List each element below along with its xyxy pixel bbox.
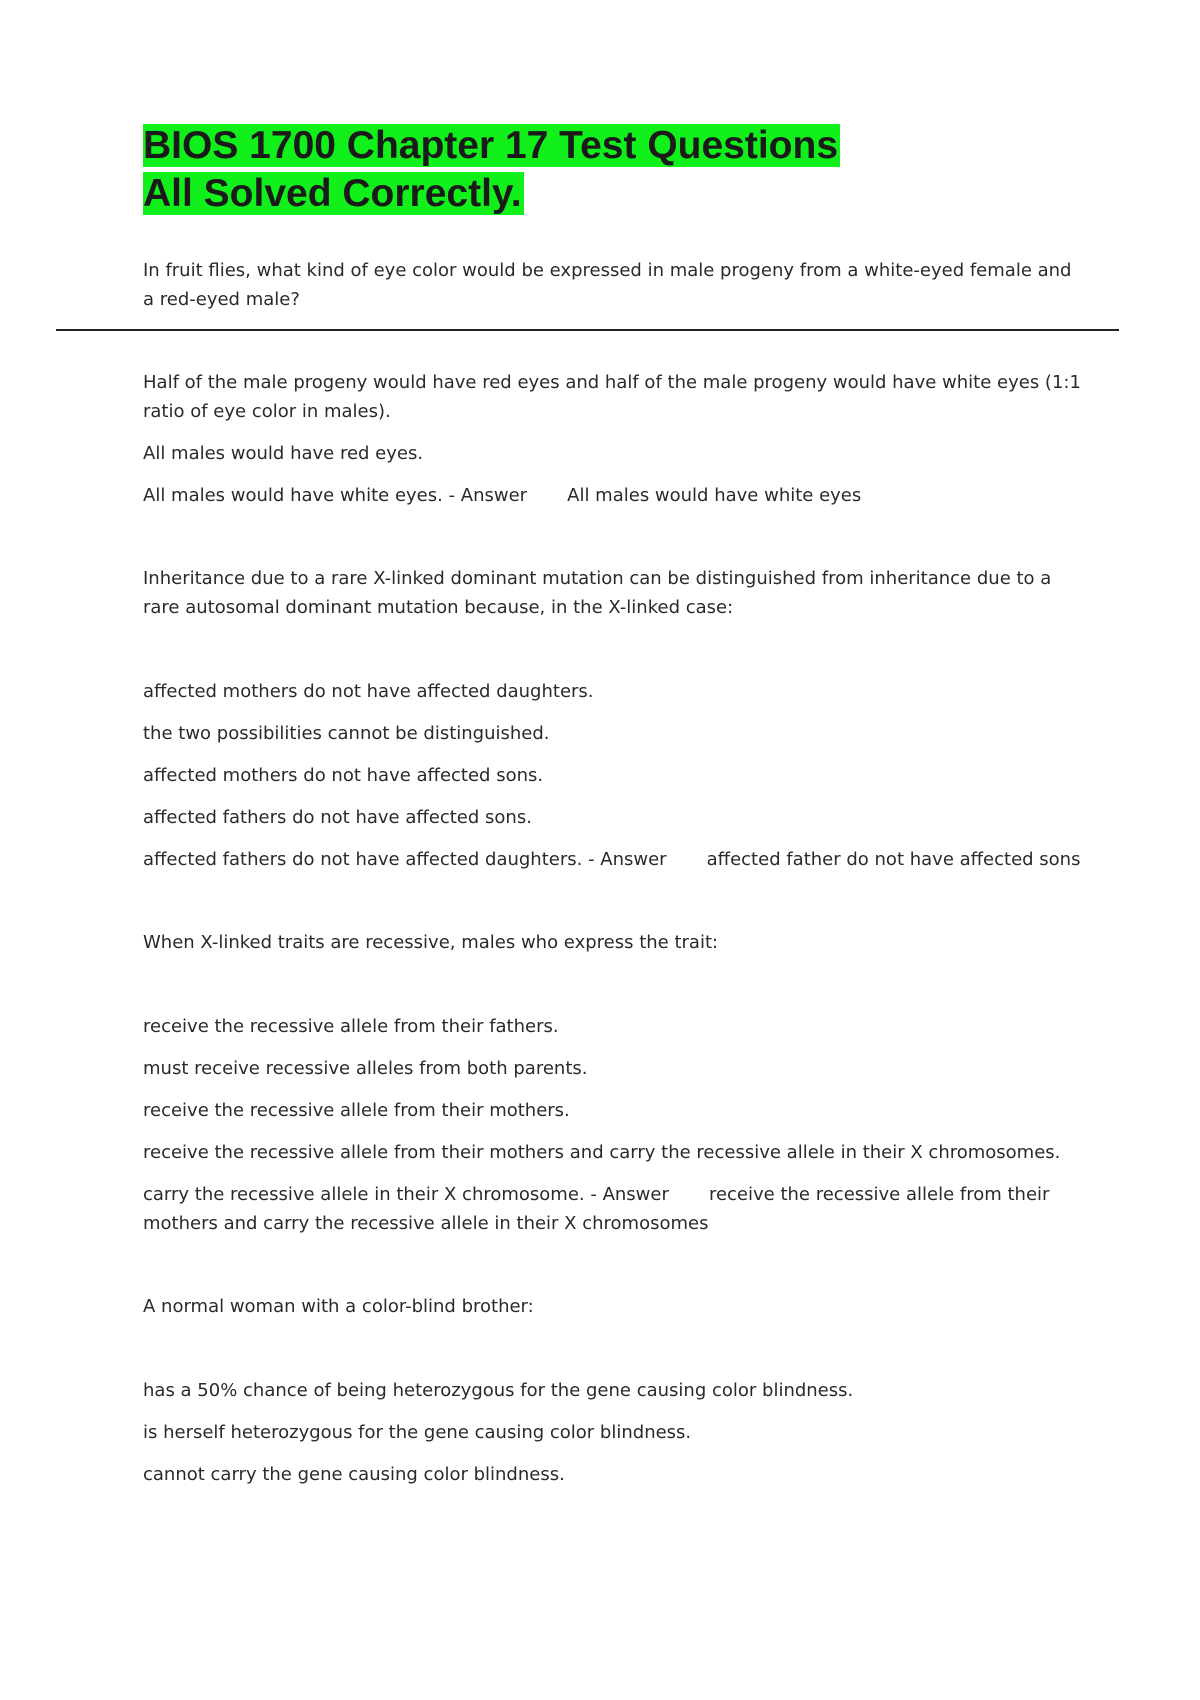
horizontal-divider [56, 329, 1119, 331]
document-title [143, 122, 1043, 218]
q2-option-last-with-answer [143, 845, 1083, 874]
q1-option-1: Half of the male progeny would have red eyes and half of the male progeny would have white eyes (1:1 ratio of eye color in males). [143, 372, 1081, 422]
q3-last-option: carry the recessive allele in their X chromosome. - Answer [143, 1184, 669, 1205]
q2-last-option: affected fathers do not have affected daughters. - Answer [143, 849, 667, 870]
title-line-1: BIOS 1700 Chapter 17 Test Questions [143, 124, 839, 167]
question-1-text: In fruit flies, what kind of eye color would be expressed in male progeny from a white-eyed female and a red-eyed male? [143, 260, 1072, 310]
questions-body [143, 368, 1083, 1489]
question-4-text: A normal woman with a color-blind brother: [143, 1296, 534, 1317]
q2-option-1: affected mothers do not have affected daughters. [143, 681, 594, 702]
q1-answer: All males would have white eyes [567, 485, 862, 506]
question-3-text: When X-linked traits are recessive, males who express the trait: [143, 932, 719, 953]
title-line-2: All Solved Correctly. [143, 172, 522, 215]
q3-option-2: must receive recessive alleles from both parents. [143, 1058, 588, 1079]
q2-answer: affected father do not have affected sons [706, 849, 1081, 870]
q4-option-1: has a 50% chance of being heterozygous for the gene causing color blindness. [143, 1380, 854, 1401]
q1-option-last-with-answer [143, 481, 1083, 510]
q2-option-4: affected fathers do not have affected sons. [143, 807, 532, 828]
q3-option-1: receive the recessive allele from their fathers. [143, 1016, 559, 1037]
q4-option-3: cannot carry the gene causing color blindness. [143, 1464, 565, 1485]
q3-answer: receive the recessive allele from their mothers and carry the recessive allele in their X chromosomes [143, 1184, 1050, 1234]
question-1-block [143, 256, 1083, 314]
q2-option-2: the two possibilities cannot be distinguished. [143, 723, 550, 744]
q1-last-option: All males would have white eyes. - Answer [143, 485, 528, 506]
question-2-text: Inheritance due to a rare X-linked dominant mutation can be distinguished from inheritance due to a rare autosomal dominant mutation because, in the X-linked case: [143, 568, 1052, 618]
q3-option-last-with-answer [143, 1180, 1083, 1238]
q3-option-3: receive the recessive allele from their mothers. [143, 1100, 570, 1121]
q2-option-3: affected mothers do not have affected sons. [143, 765, 544, 786]
q1-option-2: All males would have red eyes. [143, 443, 424, 464]
q4-option-2: is herself heterozygous for the gene causing color blindness. [143, 1422, 692, 1443]
q3-option-4: receive the recessive allele from their mothers and carry the recessive allele in their X chromosomes. [143, 1142, 1061, 1163]
